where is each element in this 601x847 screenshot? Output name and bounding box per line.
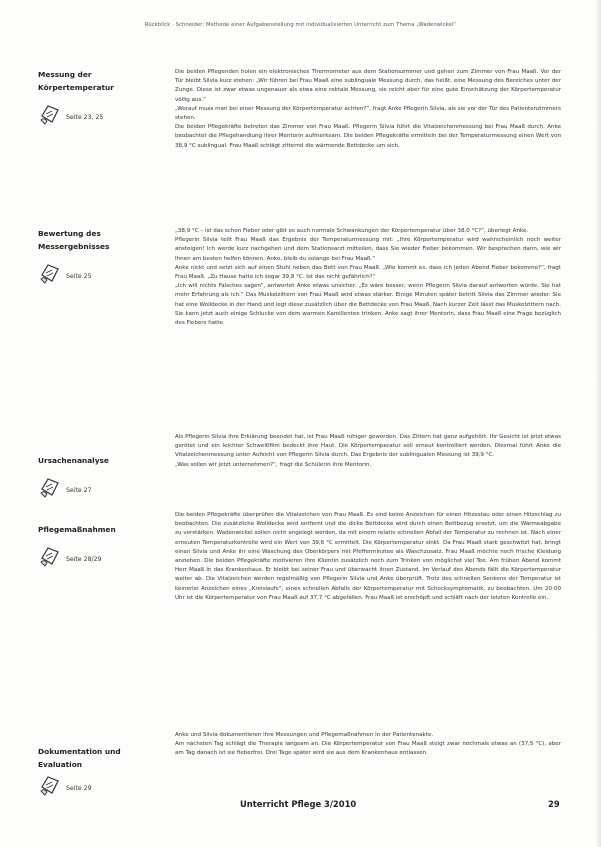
paragraph: Anke nickt und setzt sich auf einen Stuhl neben das Bett von Frau Maaß. „Wie kommt es, dass ich jeden Abend Fieber bekomme?“, fragt Frau Maaß. „Zu Hause hatte ich sogar 39,8 °C. Ist das nicht gefährlich?“ [175, 264, 561, 281]
paragraph: Die beiden Pflegekräfte betreten das Zimmer von Frau Maaß. Pflegerin Silvia führt die Vitalzeichenmessung bei Frau Maaß durch. Anke beobachtet die Pflegehandlung ihrer Mentorin aufmerksam. Die beiden Pflegekräfte ermitteln bei der Temperaturmessung einen Wert von 38,9 °C sublingual. Frau Maaß schlägt zitternd die wärmende Bettdecke um sich. [175, 124, 561, 149]
running-header: Rückblick · Schneider: Methode einer Aufgabenstellung mit individualisierten Unterricht zum Thema „Wadenwickel“ [144, 22, 457, 28]
section-text-pflegemassnahmen [175, 511, 561, 603]
page-reference [38, 261, 158, 285]
book-hand-icon [38, 261, 62, 285]
book-hand-icon [38, 475, 62, 499]
page-reference [38, 773, 158, 797]
section-heading: Dokumentation und Evaluation [38, 747, 121, 769]
paragraph: Anke und Silvia dokumentieren ihre Messungen und Pflegemaßnahmen in der Patientenakte. [175, 732, 434, 738]
section-heading: Pflegemaßnahmen [38, 525, 116, 534]
paragraph: Die beiden Pflegenden holen ein elektronisches Thermometer aus dem Stationszimmer und gehen zum Zimmer von Frau Maaß. Vor der Tür bleibt Silvia kurz stehen: „Wir führen bei Frau Maaß eine sublinguale Messung durch, das heißt, eine Messung des Bereiches unter der Zunge. Diese ist zwar etwas ungenauer als etwa eine rektale Messung, sie reicht aber für eine gute Einschätzung der Körpertemperatur völlig aus.“ [175, 69, 561, 103]
paragraph: „Was sollen wir jetzt unternehmen?“, fragt die Schülerin ihre Mentorin. [175, 461, 372, 468]
section-dokumentation [38, 745, 158, 797]
page-reference-label: Seite 23, 25 [66, 113, 104, 121]
section-text-ursachen [175, 433, 561, 470]
book-hand-icon [38, 544, 62, 568]
paragraph: „38,9 °C – ist das schon Fieber oder gibt es auch normale Schwankungen der Körpertemperatur über 38,0 °C?“, überlegt Anke. [175, 228, 529, 234]
footer-page-number: 29 [548, 799, 560, 809]
section-heading: Messung der Körpertemperatur [38, 70, 114, 92]
scan-edge [595, 0, 601, 847]
section-text-bewertung [175, 227, 561, 328]
book-hand-icon [38, 102, 62, 126]
page-reference-label: Seite 25 [66, 272, 92, 280]
section-pflegemassnahmen [38, 523, 158, 568]
section-ursachen [38, 454, 158, 499]
paragraph: Als Pflegerin Silvia ihre Erklärung beendet hat, ist Frau Maaß ruhiger geworden. Das Zittern hat ganz aufgehört. Ihr Gesicht ist jetzt etwas gerötet und ein leichter Schweißfilm bedeckt ihre Haut. Die Körpertemperatur soll erneut kontrolliert werden. Diesmal führt Anke die Vitalzeichenmessung unter Aufsicht von Pflegerin Silvia durch. Das Ergebnis der sublingualen Messung ist 39,9 °C. [175, 434, 561, 459]
page-reference-label: Seite 28/29 [66, 555, 102, 563]
book-hand-icon [38, 773, 62, 797]
page-reference [38, 475, 158, 499]
section-heading: Ursachenanalyse [38, 456, 109, 465]
page-reference-label: Seite 27 [66, 486, 92, 494]
paragraph: Pflegerin Silvia teilt Frau Maaß das Ergebnis der Temperaturmessung mit: „Ihre Körpertemperatur wird wahrscheinlich noch weiter ansteigen! Ich werde kurz nachgehen und dem Stationsarzt mitteilen, dass Sie wieder Fieber bekommen. Wir besprechen dann, wie wir Ihnen am besten helfen können. Anke, bleib du solange bei Frau Maaß.“ [175, 237, 561, 262]
paragraph: Die beiden Pflegekräfte überprüfen die Vitalzeichen von Frau Maaß. Es sind keine Anzeichen für einen Hitzestau oder einen Hitzschlag zu beobachten. Die zusätzliche Wolldecke wird entfernt und die dicke Bettdecke wird durch einen Bettbezug ersetzt, um die Wärmeabgabe zu verstärken. Wadenwickel sollen nicht angelegt werden, da mit einem relativ schnellen Abfall der Temperatur zu rechnen ist. Nach einer erneuten Temperaturkontrolle wird ein Wert von 39,6 °C ermittelt. Die Körpertemperatur sinkt. Da Frau Maaß stark geschwitzt hat, bringt einen Silvia und Anke ihr eine Waschung des Oberkörpers mit Pfefferminztee als Waschzusatz. Frau Maaß möchte noch frische Kleidung anziehen. Die beiden Pflegekräfte motivieren ihre Klientin zusätzlich noch zum Trinken von möglichst viel Tee. Am frühen Abend kommt Herr Maaß in das Krankenhaus. Er bleibt bei seiner Frau und überwacht ihren Zustand. Im Verlauf des Abends fällt die Körpertemperatur weiter ab. Die Vitalzeichen werden regelmäßig von Pflegerin Silvia und Anke überprüft. Trotz des schnellen Senkens der Temperatur ist keinerlei Anzeichen eines „Kreislaufs“, eines schnellen Abfalls der Körpertemperatur mit Schocksymptomatik, zu beobachten. Um 20:00 Uhr ist die Körpertemperatur von Frau Maaß auf 37,7 °C abgefallen. Frau Maaß ist erschöpft und schläft nach der letzten Kontrolle ein. [175, 512, 561, 601]
paragraph: „Ich will nichts Falsches sagen“, antwortet Anke etwas unsicher. „Es wäre besser, wenn Pflegerin Silvia darauf antworten würde. Sie hat mehr Erfahrung als ich.“ Das Muskelzittern von Frau Maaß wird etwas stärker. Einige Minuten später betritt Silvia das Zimmer wieder. Sie hat eine Wolldecke in der Hand und legt diese zusätzlich über die Bettdecke von Frau Maaß. Nach kurzer Zeit lässt das Muskelzittern nach. Sie kann jetzt auch einige Schlucke von dem warmen Kamillentee trinken. Anke sagt ihrer Mentorin, dass Frau Maaß eine Frage bezüglich des Fiebers hatte. [175, 283, 561, 327]
page-reference [38, 102, 158, 126]
footer-journal-title: Unterricht Pflege 3/2010 [240, 799, 357, 809]
section-heading: Bewertung des Messergebnisses [38, 229, 110, 251]
section-text-messung [175, 68, 561, 151]
paragraph: „Worauf muss man bei einer Messung der Körpertemperatur achten?“, fragt Anke Pflegerin Silvia, als sie vor der Tür des Patientenzimmers stehen. [175, 105, 561, 122]
page-reference-label: Seite 29 [66, 784, 92, 792]
section-messung [38, 68, 158, 126]
page-reference [38, 544, 158, 568]
paragraph: Am nächsten Tag schlägt die Therapie langsam an. Die Körpertemperatur von Frau Maaß steigt zwar nochmals etwas an (37,5 °C), aber am Tag danach ist sie fieberfrei. Drei Tage später wird sie aus dem Krankenhaus entlassen. [175, 741, 561, 757]
section-text-dokumentation [175, 731, 561, 759]
section-bewertung [38, 227, 158, 285]
